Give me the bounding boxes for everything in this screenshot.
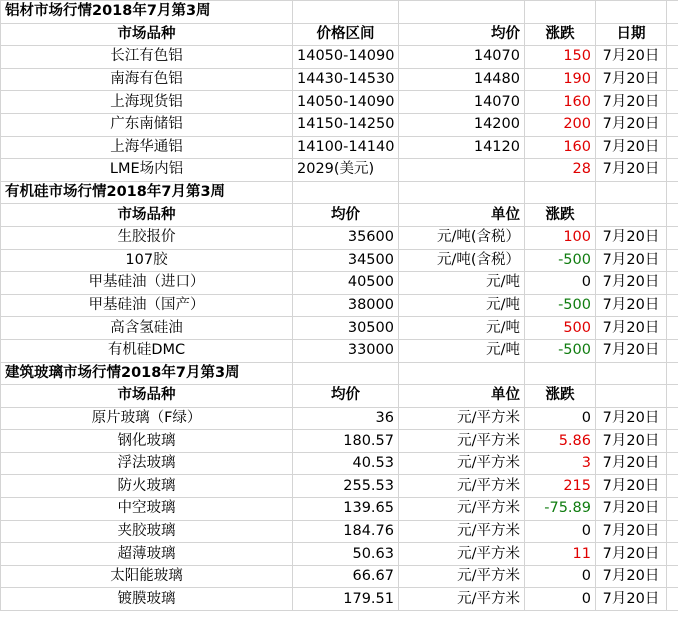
- unit-cell[interactable]: 元/吨: [399, 317, 525, 340]
- average-price-cell[interactable]: 40.53: [293, 452, 399, 475]
- table-row: [1, 565, 678, 588]
- section-title[interactable]: 铝材市场行情2018年7月第3周: [1, 1, 293, 24]
- unit-cell[interactable]: 元/平方米: [399, 475, 525, 498]
- change-cell[interactable]: 0: [525, 565, 596, 588]
- product-name-cell[interactable]: 原片玻璃（F绿）: [1, 407, 293, 430]
- header-row: [1, 23, 678, 46]
- price-range-cell[interactable]: 14430-14530: [293, 68, 399, 91]
- product-name-cell[interactable]: 超薄玻璃: [1, 543, 293, 566]
- section-title[interactable]: 建筑玻璃市场行情2018年7月第3周: [1, 362, 293, 385]
- product-name-cell[interactable]: 高含氢硅油: [1, 317, 293, 340]
- column-header[interactable]: 涨跌: [525, 385, 596, 408]
- change-cell[interactable]: 215: [525, 475, 596, 498]
- date-cell[interactable]: 7月20日: [596, 588, 667, 611]
- date-cell[interactable]: 7月20日: [596, 159, 667, 182]
- empty-cell[interactable]: [667, 249, 678, 272]
- section-title-row: [1, 1, 678, 24]
- table-row: [1, 543, 678, 566]
- column-header[interactable]: [596, 204, 667, 227]
- average-price-cell[interactable]: 33000: [293, 339, 399, 362]
- average-price-cell[interactable]: 14070: [399, 91, 525, 114]
- product-name-cell[interactable]: 上海华通铝: [1, 136, 293, 159]
- empty-cell[interactable]: [399, 362, 525, 385]
- empty-cell[interactable]: [293, 362, 399, 385]
- unit-cell[interactable]: 元/平方米: [399, 588, 525, 611]
- date-cell[interactable]: 7月20日: [596, 136, 667, 159]
- change-cell[interactable]: -500: [525, 339, 596, 362]
- column-header[interactable]: 价格区间: [293, 23, 399, 46]
- average-price-cell[interactable]: 66.67: [293, 565, 399, 588]
- table-row: [1, 272, 678, 295]
- change-cell[interactable]: -75.89: [525, 498, 596, 521]
- unit-cell[interactable]: 元/平方米: [399, 543, 525, 566]
- column-header[interactable]: 涨跌: [525, 204, 596, 227]
- header-row: [1, 385, 678, 408]
- date-cell[interactable]: 7月20日: [596, 226, 667, 249]
- date-cell[interactable]: 7月20日: [596, 294, 667, 317]
- change-cell[interactable]: 0: [525, 588, 596, 611]
- empty-cell[interactable]: [667, 565, 678, 588]
- date-cell[interactable]: 7月20日: [596, 475, 667, 498]
- date-cell[interactable]: 7月20日: [596, 91, 667, 114]
- date-cell[interactable]: 7月20日: [596, 452, 667, 475]
- empty-cell[interactable]: [293, 1, 399, 24]
- date-cell[interactable]: 7月20日: [596, 249, 667, 272]
- column-header[interactable]: 市场品种: [1, 204, 293, 227]
- unit-cell[interactable]: 元/平方米: [399, 407, 525, 430]
- empty-cell[interactable]: [667, 407, 678, 430]
- change-cell[interactable]: 5.86: [525, 430, 596, 453]
- price-range-cell[interactable]: 14100-14140: [293, 136, 399, 159]
- empty-cell[interactable]: [667, 339, 678, 362]
- date-cell[interactable]: 7月20日: [596, 407, 667, 430]
- change-cell[interactable]: 100: [525, 226, 596, 249]
- empty-cell[interactable]: [667, 452, 678, 475]
- product-name-cell[interactable]: 镀膜玻璃: [1, 588, 293, 611]
- average-price-cell[interactable]: 38000: [293, 294, 399, 317]
- product-name-cell[interactable]: 南海有色铝: [1, 68, 293, 91]
- section-title[interactable]: 有机硅市场行情2018年7月第3周: [1, 181, 293, 204]
- column-header[interactable]: 均价: [293, 385, 399, 408]
- product-name-cell[interactable]: 浮法玻璃: [1, 452, 293, 475]
- change-cell[interactable]: -500: [525, 294, 596, 317]
- average-price-cell[interactable]: 30500: [293, 317, 399, 340]
- date-cell[interactable]: 7月20日: [596, 430, 667, 453]
- empty-cell[interactable]: [667, 159, 678, 182]
- table-row: [1, 294, 678, 317]
- section-title-row: [1, 181, 678, 204]
- column-header[interactable]: 市场品种: [1, 385, 293, 408]
- empty-cell[interactable]: [667, 498, 678, 521]
- date-cell[interactable]: 7月20日: [596, 543, 667, 566]
- product-name-cell[interactable]: 生胶报价: [1, 226, 293, 249]
- average-price-cell[interactable]: 36: [293, 407, 399, 430]
- date-cell[interactable]: 7月20日: [596, 46, 667, 69]
- empty-cell[interactable]: [525, 1, 596, 24]
- change-cell[interactable]: 500: [525, 317, 596, 340]
- empty-cell[interactable]: [667, 23, 678, 46]
- empty-cell[interactable]: [667, 294, 678, 317]
- column-header[interactable]: 涨跌: [525, 23, 596, 46]
- table-row: [1, 91, 678, 114]
- date-cell[interactable]: 7月20日: [596, 520, 667, 543]
- empty-cell[interactable]: [667, 68, 678, 91]
- date-cell[interactable]: 7月20日: [596, 498, 667, 521]
- average-price-cell[interactable]: [399, 159, 525, 182]
- empty-cell[interactable]: [596, 1, 667, 24]
- empty-cell[interactable]: [667, 588, 678, 611]
- date-cell[interactable]: 7月20日: [596, 272, 667, 295]
- column-header[interactable]: 日期: [596, 23, 667, 46]
- empty-cell[interactable]: [667, 430, 678, 453]
- column-header[interactable]: 单位: [399, 204, 525, 227]
- empty-cell[interactable]: [667, 272, 678, 295]
- change-cell[interactable]: 28: [525, 159, 596, 182]
- change-cell[interactable]: 160: [525, 136, 596, 159]
- average-price-cell[interactable]: 14200: [399, 113, 525, 136]
- unit-cell[interactable]: 元/平方米: [399, 498, 525, 521]
- change-cell[interactable]: 11: [525, 543, 596, 566]
- empty-cell[interactable]: [667, 91, 678, 114]
- table-row: [1, 430, 678, 453]
- column-header[interactable]: 均价: [399, 23, 525, 46]
- change-cell[interactable]: 0: [525, 272, 596, 295]
- average-price-cell[interactable]: 14070: [399, 46, 525, 69]
- empty-cell[interactable]: [596, 181, 667, 204]
- table-row: [1, 249, 678, 272]
- change-cell[interactable]: 160: [525, 91, 596, 114]
- change-cell[interactable]: -500: [525, 249, 596, 272]
- empty-cell[interactable]: [667, 317, 678, 340]
- product-name-cell[interactable]: 上海现货铝: [1, 91, 293, 114]
- table-row: [1, 407, 678, 430]
- date-cell[interactable]: 7月20日: [596, 113, 667, 136]
- average-price-cell[interactable]: 14120: [399, 136, 525, 159]
- price-range-cell[interactable]: 2029(美元): [293, 159, 399, 182]
- change-cell[interactable]: 150: [525, 46, 596, 69]
- unit-cell[interactable]: 元/平方米: [399, 452, 525, 475]
- table-row: [1, 159, 678, 182]
- header-row: [1, 204, 678, 227]
- unit-cell[interactable]: 元/吨: [399, 294, 525, 317]
- price-range-cell[interactable]: 14050-14090: [293, 46, 399, 69]
- average-price-cell[interactable]: 14480: [399, 68, 525, 91]
- product-name-cell[interactable]: 长江有色铝: [1, 46, 293, 69]
- product-name-cell[interactable]: 有机硅DMC: [1, 339, 293, 362]
- average-price-cell[interactable]: 139.65: [293, 498, 399, 521]
- product-name-cell[interactable]: 防火玻璃: [1, 475, 293, 498]
- empty-cell[interactable]: [667, 113, 678, 136]
- table-row: [1, 452, 678, 475]
- average-price-cell[interactable]: 184.76: [293, 520, 399, 543]
- table-row: [1, 498, 678, 521]
- product-name-cell[interactable]: 广东南储铝: [1, 113, 293, 136]
- column-header[interactable]: 市场品种: [1, 23, 293, 46]
- change-cell[interactable]: 3: [525, 452, 596, 475]
- change-cell[interactable]: 190: [525, 68, 596, 91]
- empty-cell[interactable]: [667, 204, 678, 227]
- table-row: [1, 317, 678, 340]
- unit-cell[interactable]: 元/平方米: [399, 430, 525, 453]
- empty-cell[interactable]: [667, 46, 678, 69]
- table-row: [1, 475, 678, 498]
- average-price-cell[interactable]: 40500: [293, 272, 399, 295]
- average-price-cell[interactable]: 179.51: [293, 588, 399, 611]
- unit-cell[interactable]: 元/平方米: [399, 520, 525, 543]
- unit-cell[interactable]: 元/吨: [399, 339, 525, 362]
- empty-cell[interactable]: [667, 181, 678, 204]
- change-cell[interactable]: 0: [525, 407, 596, 430]
- empty-cell[interactable]: [667, 475, 678, 498]
- table-row: [1, 68, 678, 91]
- date-cell[interactable]: 7月20日: [596, 339, 667, 362]
- table-row: [1, 588, 678, 611]
- empty-cell[interactable]: [525, 362, 596, 385]
- unit-cell[interactable]: 元/吨(含税）: [399, 249, 525, 272]
- empty-cell[interactable]: [667, 362, 678, 385]
- empty-cell[interactable]: [667, 1, 678, 24]
- product-name-cell[interactable]: 太阳能玻璃: [1, 565, 293, 588]
- empty-cell[interactable]: [667, 136, 678, 159]
- average-price-cell[interactable]: 180.57: [293, 430, 399, 453]
- product-name-cell[interactable]: 夹胶玻璃: [1, 520, 293, 543]
- average-price-cell[interactable]: 50.63: [293, 543, 399, 566]
- table-row: [1, 46, 678, 69]
- change-cell[interactable]: 0: [525, 520, 596, 543]
- table-row: [1, 520, 678, 543]
- average-price-cell[interactable]: 255.53: [293, 475, 399, 498]
- product-name-cell[interactable]: 中空玻璃: [1, 498, 293, 521]
- column-header[interactable]: [596, 385, 667, 408]
- empty-cell[interactable]: [667, 385, 678, 408]
- unit-cell[interactable]: 元/吨(含税）: [399, 226, 525, 249]
- table-body: [1, 1, 678, 611]
- column-header[interactable]: 单位: [399, 385, 525, 408]
- empty-cell[interactable]: [667, 520, 678, 543]
- empty-cell[interactable]: [293, 181, 399, 204]
- empty-cell[interactable]: [667, 543, 678, 566]
- empty-cell[interactable]: [667, 226, 678, 249]
- table-row: [1, 226, 678, 249]
- product-name-cell[interactable]: 甲基硅油（进口）: [1, 272, 293, 295]
- price-range-cell[interactable]: 14150-14250: [293, 113, 399, 136]
- table-row: [1, 113, 678, 136]
- empty-cell[interactable]: [525, 181, 596, 204]
- unit-cell[interactable]: 元/平方米: [399, 565, 525, 588]
- section-title-row: [1, 362, 678, 385]
- date-cell[interactable]: 7月20日: [596, 565, 667, 588]
- unit-cell[interactable]: 元/吨: [399, 272, 525, 295]
- table-row: [1, 339, 678, 362]
- date-cell[interactable]: 7月20日: [596, 68, 667, 91]
- table-row: [1, 136, 678, 159]
- average-price-cell[interactable]: 34500: [293, 249, 399, 272]
- price-range-cell[interactable]: 14050-14090: [293, 91, 399, 114]
- change-cell[interactable]: 200: [525, 113, 596, 136]
- product-name-cell[interactable]: 107胶: [1, 249, 293, 272]
- date-cell[interactable]: 7月20日: [596, 317, 667, 340]
- empty-cell[interactable]: [399, 181, 525, 204]
- average-price-cell[interactable]: 35600: [293, 226, 399, 249]
- empty-cell[interactable]: [596, 362, 667, 385]
- column-header[interactable]: 均价: [293, 204, 399, 227]
- empty-cell[interactable]: [399, 1, 525, 24]
- product-name-cell[interactable]: 甲基硅油（国产）: [1, 294, 293, 317]
- product-name-cell[interactable]: 钢化玻璃: [1, 430, 293, 453]
- product-name-cell[interactable]: LME场内铝: [1, 159, 293, 182]
